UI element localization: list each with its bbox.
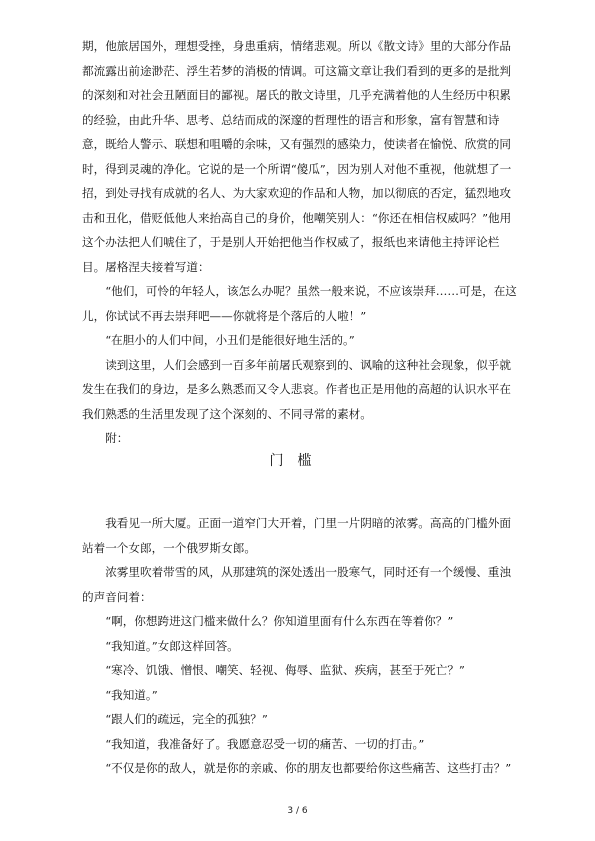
dialogue-line: “我知道。” xyxy=(105,687,158,702)
dialogue-line: “我知道，我准备好了。我愿意忍受一切的痛苦、一切的打击。” xyxy=(105,736,425,751)
poem-title: 门槛 xyxy=(269,453,326,469)
page-number: 3 / 6 xyxy=(287,806,308,816)
poem-body xyxy=(82,511,522,781)
poem-paragraph: 我看见一所大厦。正面一道窄门大开着，门里一片阴暗的浓雾。高高的门槛外面站着一个女郎，一个俄罗斯女郎。 xyxy=(82,516,511,555)
quote-paragraph: “在胆小的人们中间，小丑们是能很好地生活的。” xyxy=(105,333,355,347)
essay-commentary xyxy=(82,34,522,451)
commentary-paragraph: 读到这里，人们会感到一百多年前屠氏观察到的、讽喻的这种社会现象，似乎就发生在我们的身边，是多么熟悉而又令人悲哀。作者也正是用他的高超的认识水平在我们熟悉的生活里发现了这个深刻的、不同寻常的素材。 xyxy=(82,357,511,421)
dialogue-line: “我知道。”女郎这样回答。 xyxy=(105,638,239,653)
dialogue-line: “寒冷、饥饿、憎恨、嘲笑、轻视、侮辱、监狱、疾病，甚至于死亡？” xyxy=(105,663,465,677)
dialogue-line: “不仅是你的敌人，就是你的亲戚、你的朋友也都要给你这些痛苦、这些打击？” xyxy=(105,761,512,775)
poem-paragraph: 浓雾里吹着带雪的风，从那建筑的深处透出一股寒气，同时还有一个缓慢、重浊的声音问着： xyxy=(82,565,511,604)
dialogue xyxy=(82,609,522,781)
dialogue-line: “跟人们的疏远，完全的孤独？” xyxy=(105,712,268,726)
commentary-paragraph: 期，他旅居国外，理想受挫，身患重病，情绪悲观。所以《散文诗》里的大部分作品都流露出前途渺茫、浮生若梦的消极的情调。可这篇文章让我们看到的更多的是批判的深刻和对社会丑陋面目的鄙视。屠氏的散文诗里，几乎充满着他的人生经历中积累的经验，由此升华、思考、总结而成的深邃的哲理性的语言和形象，富有智慧和诗意，既给人警示、联想和咀嚼的余味，又有强烈的感染力，使读者在愉悦、欣赏的同时，得到灵魂的净化。它说的是一个所谓“傻瓜”，因为别人对他不重视，他就想了一招，到处寻找有成就的名人、为大家欢迎的作品和人物，加以彻底的否定，猛烈地攻击和丑化，借贬低他人来抬高自己的身价，他嘲笑别人：“你还在相信权威吗？”他用这个办法把人们唬住了，于是别人开始把他当作权威了，报纸也来请他主持评论栏目。屠格涅夫接着写道： xyxy=(82,39,512,274)
quote-paragraph: “他们，可怜的年轻人，该怎么办呢？虽然一般来说，不应该崇拜……可是，在这儿，你试试不再去崇拜吧——你就将是个落后的人啦！” xyxy=(82,284,517,323)
appendix-label: 附： xyxy=(105,431,129,445)
dialogue-line: “啊，你想跨进这门槛来做什么？你知道里面有什么东西在等着你？” xyxy=(105,614,454,628)
